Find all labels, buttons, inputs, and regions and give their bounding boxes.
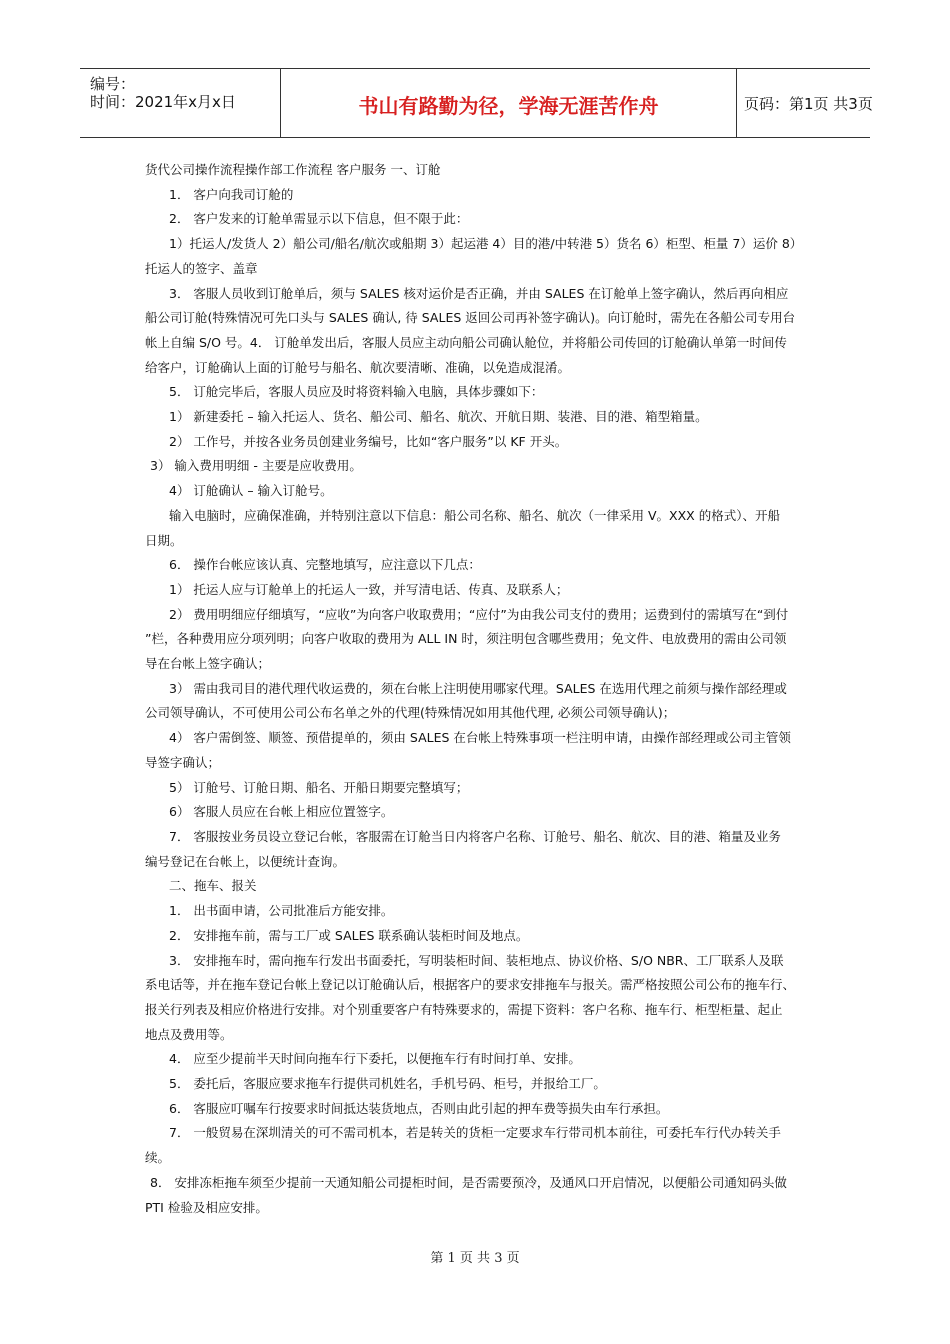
header-middle-cell xyxy=(280,69,737,137)
document-time-label: 时间：2021年x月x日 xyxy=(90,93,236,111)
text-line: 5） 订舱号、订舱日期、船名、开船日期要完整填写； xyxy=(169,779,469,795)
text-line: 4． 应至少提前半天时间向拖车行下委托，以便拖车行有时间打单、安排。 xyxy=(169,1051,581,1067)
text-line: 5． 委托后，客服应要求拖车行提供司机姓名，手机号码、柜号，并报给工厂。 xyxy=(169,1076,606,1092)
text-line: 导在台帐上签字确认； xyxy=(145,656,271,672)
text-line: 续。 xyxy=(145,1150,171,1166)
text-line: PTI 检验及相应安排。 xyxy=(145,1199,268,1215)
text-line: 4） 订舱确认 – 输入订舱号。 xyxy=(169,483,333,499)
header-right-cell xyxy=(736,69,873,137)
header-left-cell xyxy=(80,69,280,137)
text-line: 5． 订舱完毕后，客服人员应及时将资料输入电脑，具体步骤如下： xyxy=(169,384,544,400)
text-line: 系电话等，并在拖车登记台帐上登记以订舱确认后，根据客户的要求安排拖车与报关。需严格按照公司公布的拖车行、 xyxy=(145,977,796,993)
text-line: 输入电脑时，应确保准确，并特别注意以下信息：船公司名称、船名、航次（一律采用 V。XXX 的格式）、开船 xyxy=(169,507,780,523)
text-line: 编号登记在台帐上，以便统计查询。 xyxy=(145,853,346,869)
text-line: 1． 客户向我司订舱的 xyxy=(169,186,294,202)
text-line: 2． 安排拖车前，需与工厂或 SALES 联系确认装柜时间及地点。 xyxy=(169,927,529,943)
text-line: 1） 托运人应与订舱单上的托运人一致，并写清电话、传真、及联系人； xyxy=(169,581,569,597)
text-line: 6． 操作台帐应该认真、完整地填写，应注意以下几点： xyxy=(169,557,481,573)
text-line: 报关行列表及相应价格进行安排。对个别重要客户有特殊要求的，需提下资料：客户名称、拖车行、柜型柜量、起止 xyxy=(145,1001,783,1017)
text-line: 8． 安排冻柜拖车须至少提前一天通知船公司提柜时间，是否需要预冷，及通风口开启情况，以便船公司通知码头做 xyxy=(150,1174,787,1190)
text-line: 1． 出书面申请，公司批准后方能安排。 xyxy=(169,903,394,919)
text-line: 4） 客户需倒签、顺签、预借提单的，须由 SALES 在台帐上特殊事项一栏注明申请，由操作部经理或公司主管领 xyxy=(169,730,791,746)
text-line: 日期。 xyxy=(145,532,183,548)
text-line: 2． 客户发来的订舱单需显示以下信息，但不限于此： xyxy=(169,211,469,227)
text-line: 1） 新建委托 – 输入托运人、货名、船公司、船名、航次、开航日期、装港、目的港、箱型箱量。 xyxy=(169,409,708,425)
text-line: 2） 工作号，并按各业务员创建业务编号，比如“客户服务”以 KF 开头。 xyxy=(169,433,568,449)
text-line: 6） 客服人员应在台帐上相应位置签字。 xyxy=(169,804,394,820)
document-body xyxy=(145,158,805,1220)
text-line: 3） 需由我司目的港代理代收运费的，须在台帐上注明使用哪家代理。SALES 在选用代理之前须与操作部经理或 xyxy=(169,680,787,696)
text-line: 给客户，订舱确认上面的订舱号与船名、航次要清晰、准确，以免造成混淆。 xyxy=(145,359,571,375)
text-line: 3． 安排拖车时，需向拖车行发出书面委托，写明装柜时间、装柜地点、协议价格、S/O NBR、工厂联系人及联 xyxy=(169,952,784,968)
header-page-number: 页码：第1页 共3页 xyxy=(744,95,873,113)
text-line: 3． 客服人员收到订舱单后，须与 SALES 核对运价是否正确，并由 SALES 在订舱单上签字确认，然后再向相应 xyxy=(169,285,789,301)
text-line: 船公司订舱(特殊情况可先口头与 SALES 确认, 待 SALES 返回公司再补签字确认)。向订舱时，需先在各船公司专用台 xyxy=(145,310,796,326)
text-line: ”栏，各种费用应分项列明；向客户收取的费用为 ALL IN 时，须注明包含哪些费用；免文件、电放费用的需由公司领 xyxy=(145,631,787,647)
text-line: 公司领导确认，不可使用公司公布名单之外的代理(特殊情况如用其他代理, 必须公司领导确认)； xyxy=(145,705,676,721)
text-line: 二、拖车、报关 xyxy=(169,878,257,894)
page-footer: 第 1 页 共 3 页 xyxy=(430,1251,520,1266)
text-line: 地点及费用等。 xyxy=(145,1026,233,1042)
text-line: 1）托运人/发货人 2）船公司/船名/航次或船期 3）起运港 4）目的港/中转港 5）货名 6）柜型、柜量 7）运价 8） xyxy=(169,236,803,252)
text-line: 货代公司操作流程操作部工作流程 客户服务 一、订舱 xyxy=(145,162,441,177)
document-number-label: 编号： xyxy=(90,75,136,93)
text-line: 帐上自编 S/O 号。4． 订舱单发出后，客服人员应主动向船公司确认舱位，并将船公司传回的订舱确认单第一时间传 xyxy=(145,334,787,350)
page-header xyxy=(80,68,873,138)
text-line: 7． 一般贸易在深圳清关的可不需司机本，若是转关的货柜一定要求车行带司机本前往，可委托车行代办转关手 xyxy=(169,1125,781,1141)
text-line: 3） 输入费用明细 - 主要是应收费用。 xyxy=(150,458,362,474)
header-motto: 书山有路勤为径，学海无涯苦作舟 xyxy=(358,94,659,118)
text-line: 托运人的签字、盖章 xyxy=(145,260,258,276)
text-line: 6． 客服应叮嘱车行按要求时间抵达装货地点，否则由此引起的押车费等损失由车行承担。 xyxy=(169,1100,669,1116)
text-line: 2） 费用明细应仔细填写，“应收”为向客户收取费用；“应付”为由我公司支付的费用；运费到付的需填写在“到付 xyxy=(169,606,789,622)
text-line: 7． 客服按业务员设立登记台帐，客服需在订舱当日内将客户名称、订舱号、船名、航次、目的港、箱量及业务 xyxy=(169,828,781,844)
text-line: 导签字确认； xyxy=(145,754,221,770)
